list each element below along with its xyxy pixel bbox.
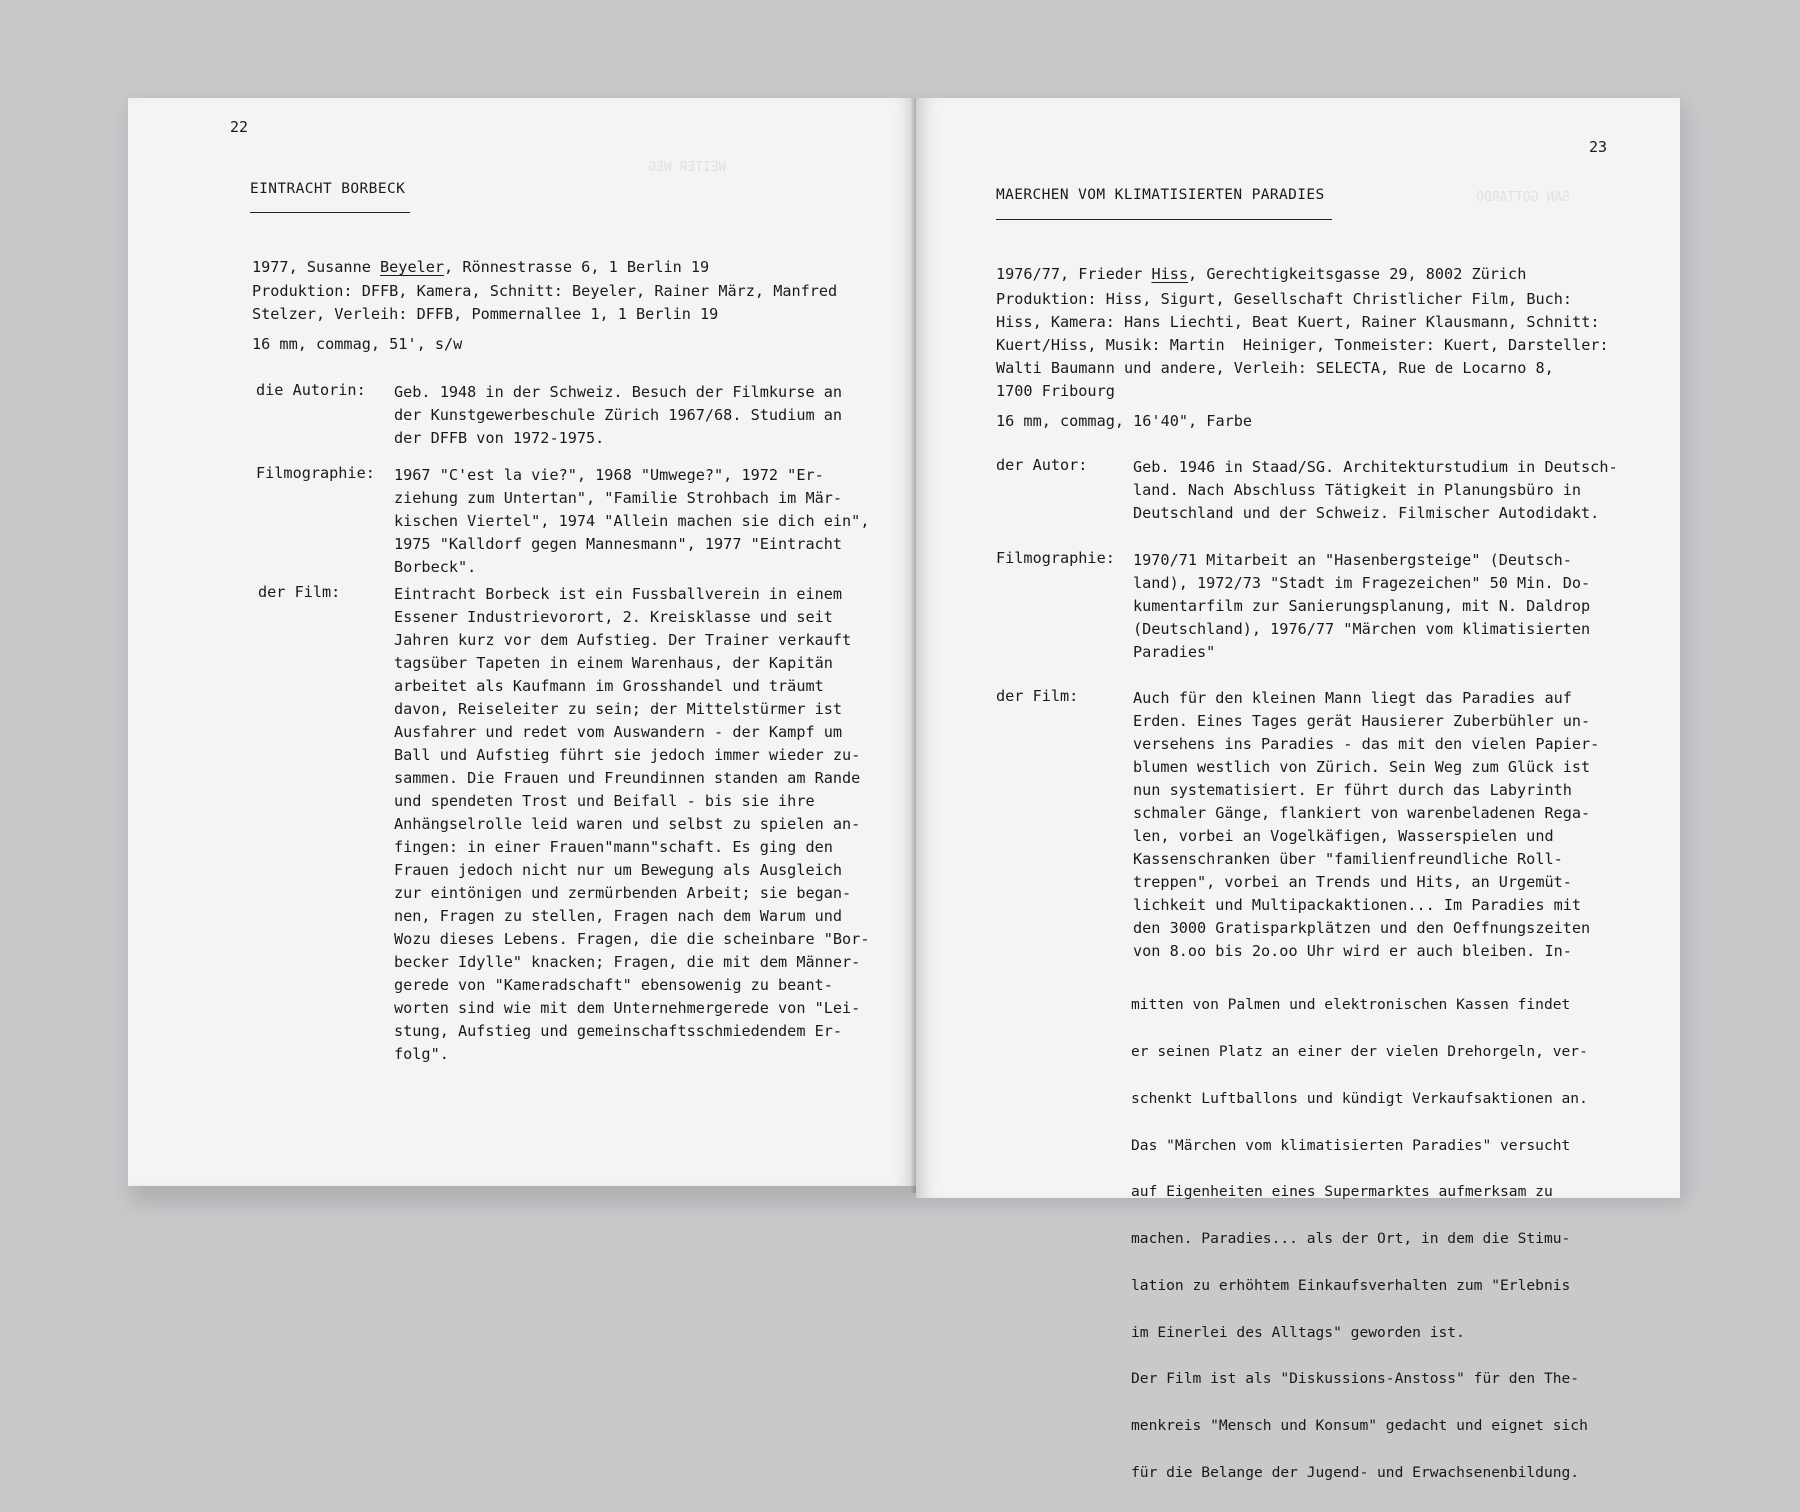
page-number: 22 (230, 118, 249, 136)
show-through-text: WEITER WEG (648, 160, 727, 175)
filmography-label: Filmographie: (996, 549, 1115, 567)
credits-block: Produktion: DFFB, Kamera, Schnitt: Beyeler, Rainer März, Manfred Stelzer, Verleih: DFFB, Pommernallee 1, 1 Berlin 19 (252, 282, 838, 323)
author-text: Geb. 1946 in Staad/SG. Architekturstudium in Deutsch- land. Nach Abschluss Tätigkeit in Planungsbüro in Deutschland und der Schweiz. Filmischer Autodidakt. (1133, 458, 1618, 522)
title-underline (996, 219, 1332, 220)
page-number: 23 (1589, 138, 1608, 156)
page-title: EINTRACHT BORBECK (250, 181, 406, 197)
title-underline (250, 212, 410, 213)
author-label: der Autor: (996, 456, 1088, 474)
page-title: MAERCHEN VOM KLIMATISIERTEN PARADIES (996, 187, 1325, 203)
film-text: Eintracht Borbeck ist ein Fussballverein in einem Essener Industrievorort, 2. Kreisklasse und seit Jahren kurz vor dem Aufstieg. Der Trainer verkauft tagsüber Tapeten in einem Warenhaus, der Kapitän arbeitet als Kaufmann im Grosshandel und träumt davon, Reiseleiter zu sein; der Mittelstürmer ist Ausfahrer und redet vom Auswandern - der Kampf um Ball und Aufstieg führt sie jedoch immer wieder zu- sammen. Die Frauen und Freundinnen standen am Rande und spendeten Trost und Beifall - bis sie ihre Anhängselrolle leid waren und selbst zu spielen an- fingen: in einer Frauen"mann"schaft. Es ging den Frauen jedoch nicht nur um Bewegung als Ausgleich zur eintönigen und zermürbenden Arbeit; sie began- nen, Fragen zu stellen, Fragen nach dem Warum und Wozu dieses Lebens. Fragen, die die scheinbare "Bor- becker Idylle" knacken; Fragen, die mit dem Männer- gerede von "Kameradschaft" ebensowenig zu beant- worten sind wie mit dem Unternehmergerede von "Lei- stung, Aufstieg und gemeinschaftsschmiedendem Er- folg". (394, 585, 870, 1063)
filmography-text: 1970/71 Mitarbeit an "Hasenbergsteige" (Deutsch- land), 1972/73 "Stadt im Fragezeichen" 50 Min. Do- kumentarfilm zur Sanierungsplanung, mit N. Daldrop (Deutschland), 1976/77 "Märchen vom klimatisierten Paradies" (1133, 551, 1591, 661)
show-through-text: SAN GOTTARDO (1476, 190, 1570, 205)
credits-line: 1976/77, Frieder Hiss, Gerechtigkeitsgasse 29, 8002 Zürich (996, 265, 1527, 283)
filmography-label: Filmographie: (256, 464, 375, 482)
film-text: Auch für den kleinen Mann liegt das Paradies auf Erden. Eines Tages gerät Hausierer Zuberbühler un- versehens ins Paradies - das mit den vielen Papier- blumen westlich von Zürich. Sein Weg zum Glück ist nun systematisiert. Er führt durch das Labyrinth schmaler Gänge, flankiert von warenbeladenen Rega- len, vorbei an Vogelkäfigen, Wasserspielen und Kassenschranken über "familienfreundliche Roll- treppen", vorbei an Trends und Hits, an Urgemüt- lichkeit und Multipackaktionen... Im Paradies mit den 3000 Gratisparkplätzen und den Oeffnungszeiten von 8.oo bis 2o.oo Uhr wird er auch bleiben. In- (1133, 689, 1600, 960)
format-line: 16 mm, commag, 51', s/w (252, 335, 463, 353)
film-label: der Film: (258, 583, 341, 601)
credits-line: 1977, Susanne Beyeler, Rönnestrasse 6, 1 Berlin 19 (252, 258, 710, 276)
credits-block: Produktion: Hiss, Sigurt, Gesellschaft Christlicher Film, Buch: Hiss, Kamera: Hans Liechti, Beat Kuert, Rainer Klausmann, Schnitt: Kuert/Hiss, Musik: Martin Heiniger, Tonmeister: Kuert, Darsteller: Walti Baumann und andere, Verleih: SELECTA, Rue de Locarno 8, 1700 Fribourg (996, 290, 1609, 400)
filmography-text: 1967 "C'est la vie?", 1968 "Umwege?", 1972 "Er- ziehung zum Untertan", "Familie Strohbach im Mär- kischen Viertel", 1974 "Allein machen sie dich ein", 1975 "Kalldorf gegen Mannesmann", 1977 "Eintracht Borbeck". (394, 466, 870, 576)
author-text: Geb. 1948 in der Schweiz. Besuch der Filmkurse an der Kunstgewerbeschule Zürich 1967/68. Studium an der DFFB von 1972-1975. (394, 383, 843, 447)
format-line: 16 mm, commag, 16'40", Farbe (996, 412, 1253, 430)
film-label: der Film: (996, 687, 1079, 705)
right-page (916, 98, 1680, 1481)
left-page (128, 98, 916, 1186)
author-label: die Autorin: (256, 381, 366, 399)
film-text-continued: mitten von Palmen und elektronischen Kassen findet er seinen Platz an einer der vielen Drehorgeln, ver- schenkt Luftballons und kündigt Verkaufsaktionen an. Das "Märchen vom klimatisierten Paradies" versucht auf Eigenheiten eines Supermarktes aufmerksam zu machen. Paradies... als der Ort, in dem die Stimu- lation zu erhöhtem Einkaufsverhalten zum "Erlebnis im Einerlei des Alltags" geworden ist. Der Film ist als "Diskussions-Anstoss" für den The- menkreis "Mensch und Konsum" gedacht und eignet sich für die Belange der Jugend- und Erwachsenenbildung. (1131, 996, 1588, 1481)
